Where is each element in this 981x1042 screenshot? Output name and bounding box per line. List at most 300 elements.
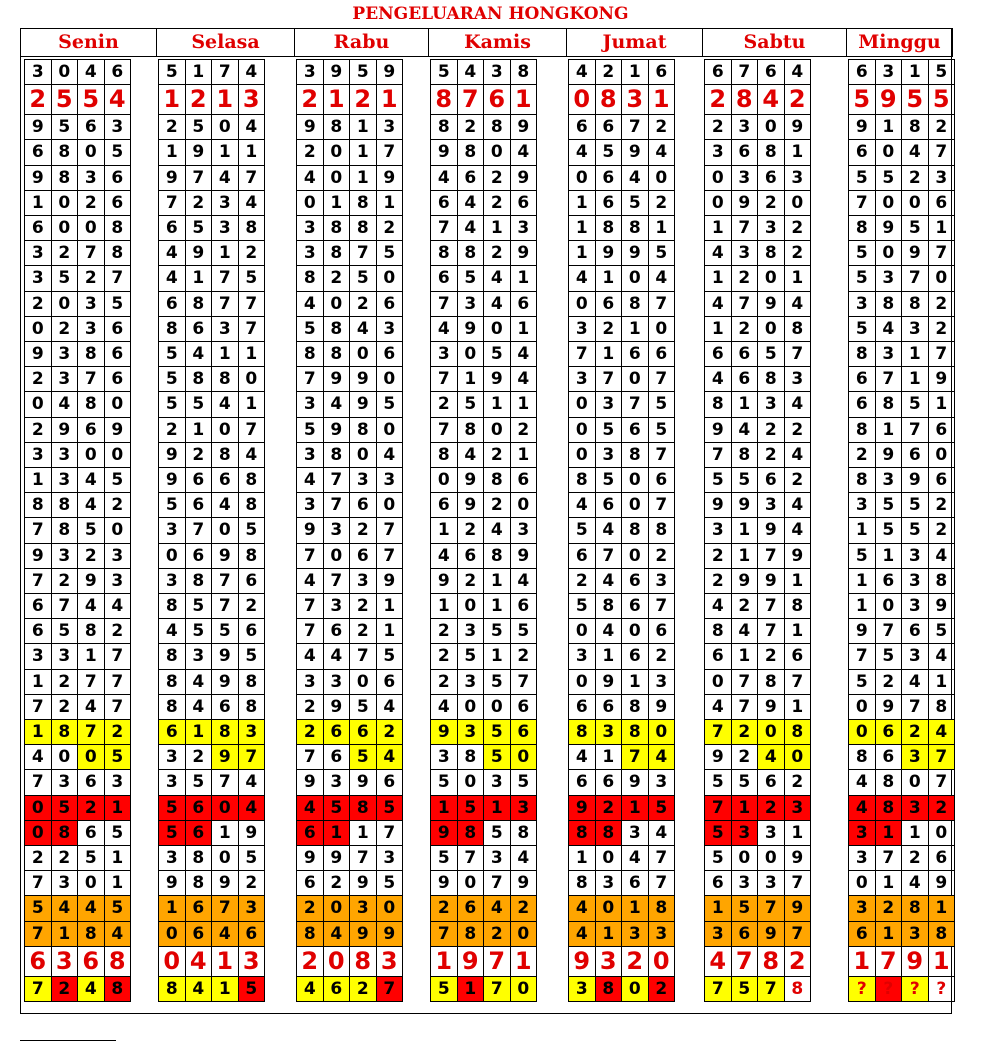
digit-cell: 3	[901, 643, 929, 669]
digit-cell: 2	[901, 719, 929, 745]
digit-cell: 2	[457, 517, 485, 543]
digit-cell: 7	[296, 593, 324, 619]
digit-cell: 6	[323, 719, 351, 745]
digit-cell: 8	[757, 946, 785, 977]
digit-cell: 6	[731, 139, 759, 165]
digit-cell: 7	[595, 543, 623, 569]
digit-cell: 8	[510, 59, 538, 85]
digit-cell: 1	[211, 341, 239, 367]
digit-cell: 0	[757, 265, 785, 291]
digit-cell: 9	[757, 694, 785, 720]
digit-cell: 1	[104, 795, 132, 821]
digit-cell: 0	[648, 165, 676, 191]
digit-cell: 9	[875, 84, 903, 115]
digit-cell: 7	[483, 946, 511, 977]
digit-cell: 7	[77, 719, 105, 745]
digit-cell: 5	[211, 618, 239, 644]
digit-cell: 8	[457, 139, 485, 165]
digit-cell: 2	[296, 84, 324, 115]
digit-cell: 0	[704, 669, 732, 695]
digit-cell: 3	[483, 769, 511, 795]
digit-cell: 8	[568, 870, 596, 896]
digit-cell: 8	[104, 976, 132, 1002]
digit-cell: 0	[595, 845, 623, 871]
digit-cell: 0	[211, 845, 239, 871]
digit-cell: 3	[296, 442, 324, 468]
digit-cell: 0	[621, 618, 649, 644]
digit-cell: 7	[784, 921, 812, 947]
digit-cell: 7	[104, 265, 132, 291]
digit-cell: 3	[704, 921, 732, 947]
digit-cell: 6	[238, 568, 266, 594]
digit-cell: 7	[24, 870, 52, 896]
digit-cell: 1	[323, 190, 351, 216]
digit-cell: 9	[510, 543, 538, 569]
digit-cell: 1	[731, 643, 759, 669]
digit-cell: 3	[238, 895, 266, 921]
digit-cell: 1	[483, 795, 511, 821]
digit-cell: 4	[296, 795, 324, 821]
digit-cell: 3	[24, 265, 52, 291]
digit-cell: 5	[595, 467, 623, 493]
digit-cell: 2	[430, 643, 458, 669]
digit-cell: 9	[731, 190, 759, 216]
digit-cell: 9	[296, 517, 324, 543]
digit-cell: 7	[430, 417, 458, 443]
digit-cell: 4	[430, 316, 458, 342]
digit-cell: 9	[77, 568, 105, 594]
digit-cell: 9	[349, 769, 377, 795]
digit-cell: 5	[158, 391, 186, 417]
digit-cell: 8	[848, 215, 876, 241]
digit-cell: 6	[77, 769, 105, 795]
digit-cell: 9	[349, 870, 377, 896]
digit-cell: 1	[731, 543, 759, 569]
digit-cell: 7	[928, 769, 956, 795]
digit-cell: 3	[296, 59, 324, 85]
digit-cell: 4	[376, 744, 404, 770]
digit-cell: 9	[430, 820, 458, 846]
digit-cell: 8	[648, 517, 676, 543]
digit-cell: 0	[483, 694, 511, 720]
digit-cell: 7	[928, 341, 956, 367]
digit-cell: 1	[104, 870, 132, 896]
digit-cell: 8	[848, 744, 876, 770]
digit-cell: 0	[51, 190, 79, 216]
digit-cell: 5	[848, 84, 876, 115]
digit-cell: 7	[704, 719, 732, 745]
digit-cell: 7	[731, 694, 759, 720]
digit-cell: 4	[648, 139, 676, 165]
digit-cell: 8	[704, 618, 732, 644]
digit-cell: 5	[875, 517, 903, 543]
digit-cell: 1	[731, 795, 759, 821]
digit-cell: 5	[901, 517, 929, 543]
digit-cell: 3	[158, 744, 186, 770]
digit-cell: 1	[211, 946, 239, 977]
digit-cell: 9	[704, 492, 732, 518]
digit-cell: 4	[848, 795, 876, 821]
digit-cell: 7	[211, 769, 239, 795]
digit-cell: 6	[185, 467, 213, 493]
digit-cell: 6	[430, 265, 458, 291]
digit-cell: 3	[457, 291, 485, 317]
digit-cell: 4	[51, 391, 79, 417]
digit-cell: 2	[77, 795, 105, 821]
digit-cell: 4	[704, 366, 732, 392]
digit-cell: 7	[376, 139, 404, 165]
digit-cell: 2	[595, 795, 623, 821]
digit-cell: 4	[296, 165, 324, 191]
digit-cell: 2	[104, 492, 132, 518]
digit-cell: 4	[483, 517, 511, 543]
digit-cell: 6	[430, 190, 458, 216]
digit-cell: 0	[757, 845, 785, 871]
digit-cell: 2	[51, 976, 79, 1002]
digit-cell: 6	[376, 669, 404, 695]
digit-cell: 7	[24, 694, 52, 720]
digit-cell: 4	[457, 190, 485, 216]
digit-cell: 8	[595, 976, 623, 1002]
digit-cell: 9	[158, 467, 186, 493]
digit-cell: 5	[928, 84, 956, 115]
digit-cell: 5	[238, 517, 266, 543]
digit-cell: 4	[510, 568, 538, 594]
digit-cell: 8	[483, 114, 511, 140]
digit-cell: 6	[595, 769, 623, 795]
digit-cell: 5	[349, 265, 377, 291]
digit-cell: 6	[621, 568, 649, 594]
digit-cell: 9	[211, 870, 239, 896]
digit-cell: 8	[185, 366, 213, 392]
digit-cell: 1	[510, 391, 538, 417]
digit-cell: 5	[704, 845, 732, 871]
digit-cell: 3	[648, 769, 676, 795]
digit-cell: 5	[238, 976, 266, 1002]
digit-cell: 3	[848, 895, 876, 921]
digit-cell: 3	[296, 492, 324, 518]
digit-cell: 3	[595, 870, 623, 896]
digit-cell: 3	[648, 669, 676, 695]
digit-cell: 9	[457, 467, 485, 493]
digit-cell: 3	[323, 769, 351, 795]
digit-cell: 2	[185, 84, 213, 115]
digit-cell: 3	[104, 543, 132, 569]
digit-cell: 8	[323, 341, 351, 367]
digit-cell: 1	[875, 870, 903, 896]
digit-cell: 4	[595, 517, 623, 543]
digit-cell: 3	[349, 895, 377, 921]
digit-cell: 5	[483, 341, 511, 367]
digit-cell: 4	[185, 976, 213, 1002]
digit-cell: 6	[648, 467, 676, 493]
digit-cell: 1	[595, 341, 623, 367]
digit-cell: 2	[784, 84, 812, 115]
digit-cell: 3	[757, 391, 785, 417]
digit-cell: 6	[349, 492, 377, 518]
digit-cell: 2	[323, 265, 351, 291]
digit-cell: 9	[928, 366, 956, 392]
digit-cell: 8	[457, 921, 485, 947]
digit-cell: 2	[731, 719, 759, 745]
digit-cell: 4	[784, 291, 812, 317]
digit-cell: 1	[784, 618, 812, 644]
digit-cell: 8	[731, 442, 759, 468]
digit-cell: 0	[211, 517, 239, 543]
digit-cell: 0	[376, 895, 404, 921]
digit-cell: 1	[376, 618, 404, 644]
digit-cell: 6	[185, 895, 213, 921]
digit-cell: 2	[704, 568, 732, 594]
digit-cell: 5	[185, 769, 213, 795]
digit-cell: 8	[784, 316, 812, 342]
digit-cell: 9	[510, 240, 538, 266]
digit-cell: 5	[158, 59, 186, 85]
digit-cell: 7	[457, 845, 485, 871]
digit-cell: 2	[24, 845, 52, 871]
digit-cell: 3	[349, 467, 377, 493]
digit-cell: 3	[211, 190, 239, 216]
digit-cell: 7	[77, 366, 105, 392]
digit-cell: 8	[185, 291, 213, 317]
digit-cell: 1	[621, 669, 649, 695]
digit-cell: 8	[784, 719, 812, 745]
digit-cell: 1	[211, 976, 239, 1002]
digit-cell: 1	[323, 820, 351, 846]
digit-cell: 6	[731, 921, 759, 947]
digit-cell: 8	[595, 84, 623, 115]
digit-cell: 6	[595, 114, 623, 140]
digit-cell: 4	[457, 442, 485, 468]
digit-cell: 1	[77, 643, 105, 669]
digit-cell: 6	[376, 291, 404, 317]
digit-cell: 2	[77, 190, 105, 216]
digit-cell: 9	[211, 744, 239, 770]
digit-cell: 2	[648, 114, 676, 140]
digit-cell: 3	[483, 59, 511, 85]
digit-cell: 8	[349, 190, 377, 216]
digit-cell: 8	[104, 946, 132, 977]
digit-cell: 7	[158, 190, 186, 216]
digit-cell: 6	[457, 895, 485, 921]
day-header-selasa: Selasa	[156, 28, 295, 57]
digit-cell: 8	[104, 215, 132, 241]
digit-cell: 1	[24, 669, 52, 695]
digit-cell: 3	[875, 59, 903, 85]
digit-cell: 2	[757, 417, 785, 443]
digit-cell: 0	[621, 366, 649, 392]
digit-cell: 7	[757, 618, 785, 644]
digit-cell: 5	[185, 114, 213, 140]
digit-cell: 4	[568, 265, 596, 291]
digit-cell: 6	[457, 165, 485, 191]
digit-cell: 6	[349, 543, 377, 569]
digit-cell: 4	[568, 492, 596, 518]
digit-cell: 2	[595, 59, 623, 85]
digit-cell: 1	[349, 114, 377, 140]
digit-cell: 3	[901, 921, 929, 947]
digit-cell: 8	[621, 442, 649, 468]
digit-cell: 6	[848, 59, 876, 85]
digit-cell: 4	[568, 139, 596, 165]
digit-cell: 5	[875, 492, 903, 518]
digit-cell: 0	[784, 744, 812, 770]
digit-cell: 8	[185, 845, 213, 871]
digit-cell: 6	[185, 795, 213, 821]
digit-cell: 1	[457, 366, 485, 392]
digit-cell: 9	[510, 165, 538, 191]
digit-cell: 6	[848, 391, 876, 417]
digit-cell: 6	[704, 870, 732, 896]
digit-cell: 2	[77, 543, 105, 569]
digit-cell: 4	[185, 946, 213, 977]
digit-cell: 9	[430, 568, 458, 594]
digit-cell: 7	[296, 618, 324, 644]
digit-cell: 0	[24, 795, 52, 821]
digit-cell: 2	[376, 719, 404, 745]
digit-cell: 1	[483, 391, 511, 417]
digit-cell: 6	[621, 870, 649, 896]
digit-cell: 6	[77, 114, 105, 140]
digit-cell: 4	[430, 543, 458, 569]
digit-cell: 1	[901, 59, 929, 85]
digit-cell: 4	[51, 895, 79, 921]
digit-cell: 1	[24, 467, 52, 493]
digit-cell: 1	[704, 265, 732, 291]
digit-cell: 4	[238, 59, 266, 85]
digit-cell: 5	[77, 517, 105, 543]
digit-cell: 0	[323, 139, 351, 165]
digit-cell: 8	[296, 265, 324, 291]
digit-cell: 8	[595, 820, 623, 846]
digit-cell: 6	[848, 366, 876, 392]
digit-cell: 1	[928, 946, 956, 977]
digit-cell: 2	[296, 946, 324, 977]
digit-cell: 3	[483, 845, 511, 871]
digit-cell: 2	[430, 618, 458, 644]
digit-cell: 8	[323, 215, 351, 241]
digit-cell: 7	[430, 215, 458, 241]
digit-cell: 1	[731, 391, 759, 417]
digit-cell: 4	[510, 341, 538, 367]
digit-cell: 6	[648, 618, 676, 644]
digit-cell: 2	[104, 719, 132, 745]
digit-cell: 2	[51, 669, 79, 695]
digit-cell: 4	[648, 265, 676, 291]
digit-cell: 0	[648, 946, 676, 977]
digit-cell: 8	[457, 417, 485, 443]
digit-cell: 4	[323, 391, 351, 417]
digit-cell: 7	[376, 517, 404, 543]
digit-cell: 3	[376, 114, 404, 140]
digit-cell: 3	[457, 618, 485, 644]
digit-cell: 5	[457, 795, 485, 821]
digit-cell: 7	[648, 492, 676, 518]
digit-cell: 2	[848, 442, 876, 468]
digit-cell: 8	[51, 820, 79, 846]
digit-cell: 9	[376, 165, 404, 191]
digit-cell: 5	[757, 341, 785, 367]
digit-cell: 7	[185, 165, 213, 191]
digit-cell: 8	[296, 341, 324, 367]
digit-cell: 4	[158, 265, 186, 291]
digit-cell: 8	[323, 316, 351, 342]
digit-cell: 0	[376, 417, 404, 443]
digit-cell: 6	[568, 694, 596, 720]
digit-cell: 0	[901, 190, 929, 216]
digit-cell: 3	[901, 316, 929, 342]
digit-cell: 7	[704, 442, 732, 468]
digit-cell: 2	[323, 870, 351, 896]
digit-cell: 4	[296, 976, 324, 1002]
digit-cell: 1	[595, 643, 623, 669]
digit-cell: 8	[848, 417, 876, 443]
digit-cell: 7	[784, 341, 812, 367]
digit-cell: 8	[430, 84, 458, 115]
digit-cell: 0	[238, 366, 266, 392]
digit-cell: 5	[238, 643, 266, 669]
digit-cell: 3	[595, 391, 623, 417]
digit-cell: 6	[568, 114, 596, 140]
digit-cell: 6	[104, 165, 132, 191]
digit-cell: 7	[24, 769, 52, 795]
digit-cell: 8	[51, 492, 79, 518]
digit-cell: 4	[185, 341, 213, 367]
digit-cell: 7	[24, 568, 52, 594]
digit-cell: 1	[323, 84, 351, 115]
digit-cell: 2	[483, 492, 511, 518]
digit-cell: 2	[731, 744, 759, 770]
digit-cell: 7	[238, 316, 266, 342]
digit-cell: 4	[704, 946, 732, 977]
digit-cell: 3	[376, 845, 404, 871]
digit-cell: 4	[621, 165, 649, 191]
digit-cell: 9	[648, 694, 676, 720]
digit-cell: 2	[51, 568, 79, 594]
digit-cell: 7	[376, 543, 404, 569]
digit-cell: 6	[704, 643, 732, 669]
digit-cell: 1	[158, 84, 186, 115]
digit-cell: 3	[349, 568, 377, 594]
digit-cell: 2	[185, 744, 213, 770]
digit-cell: 9	[457, 492, 485, 518]
digit-cell: 1	[595, 265, 623, 291]
digit-cell: 5	[349, 694, 377, 720]
digit-cell: 1	[704, 215, 732, 241]
digit-cell: 2	[457, 568, 485, 594]
digit-cell: 3	[323, 517, 351, 543]
digit-cell: 7	[24, 976, 52, 1002]
digit-cell: 6	[158, 291, 186, 317]
digit-cell: 6	[104, 59, 132, 85]
digit-cell: 4	[784, 492, 812, 518]
digit-cell: 5	[848, 165, 876, 191]
digit-cell: 6	[757, 769, 785, 795]
digit-cell: 0	[457, 593, 485, 619]
digit-cell: 5	[731, 976, 759, 1002]
digit-cell: 2	[928, 492, 956, 518]
digit-cell: 2	[483, 165, 511, 191]
digit-cell: 1	[24, 719, 52, 745]
digit-cell: 7	[323, 568, 351, 594]
digit-cell: 6	[238, 921, 266, 947]
digit-cell: 6	[928, 845, 956, 871]
digit-cell: 7	[349, 845, 377, 871]
digit-cell: 0	[848, 870, 876, 896]
digit-cell: 4	[211, 921, 239, 947]
digit-cell: 1	[784, 265, 812, 291]
digit-cell: 5	[568, 593, 596, 619]
